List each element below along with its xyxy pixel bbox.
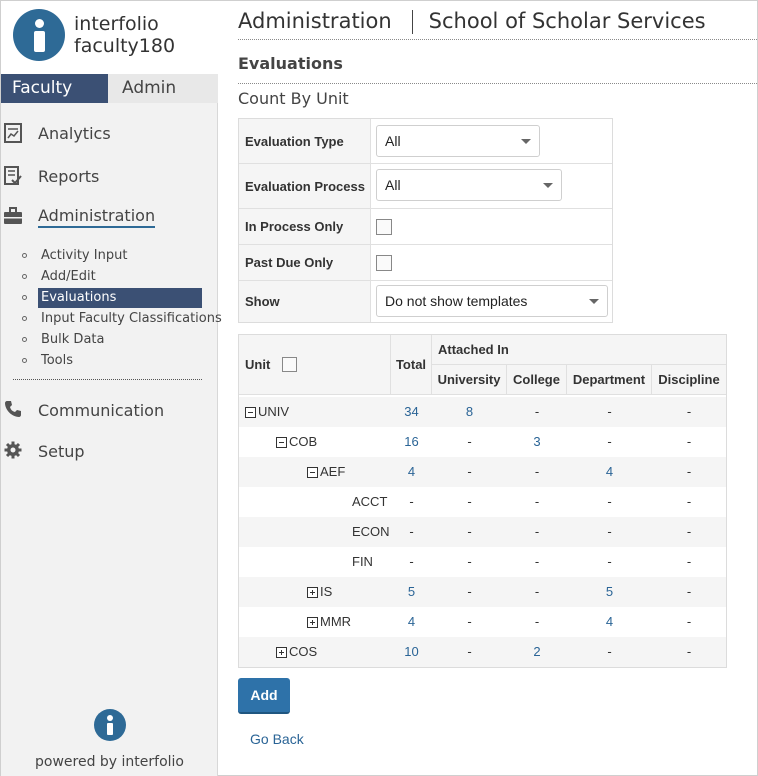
bullet-icon bbox=[22, 274, 27, 279]
unit-name: UNIV bbox=[258, 404, 290, 419]
cell-college[interactable]: 2 bbox=[533, 644, 541, 659]
cell-college: - bbox=[534, 464, 540, 479]
bullet-icon bbox=[22, 253, 27, 258]
page-title: Count By Unit bbox=[238, 89, 349, 108]
table-row bbox=[239, 607, 726, 637]
column-header-total: Total bbox=[391, 335, 432, 395]
collapse-icon[interactable] bbox=[245, 407, 256, 418]
cell-university: - bbox=[467, 644, 472, 659]
cell-department: - bbox=[607, 434, 612, 449]
subnav-item-bulk-data[interactable]: Bulk Data bbox=[1, 329, 218, 350]
dropdown-caret-icon bbox=[521, 139, 531, 144]
unit-name: COS bbox=[289, 644, 318, 659]
cell-university: - bbox=[467, 494, 472, 509]
unit-select-all-checkbox[interactable] bbox=[282, 357, 297, 372]
cell-university: - bbox=[467, 614, 472, 629]
cell-discipline: - bbox=[686, 584, 692, 599]
product-name: faculty180 bbox=[74, 35, 176, 57]
cell-total[interactable]: 4 bbox=[407, 614, 416, 629]
header-rule bbox=[238, 39, 758, 40]
unit-name: AEF bbox=[320, 464, 346, 479]
filter-row-in-process-only: In Process Only bbox=[239, 208, 612, 244]
column-header-department: Department bbox=[567, 365, 652, 395]
cell-department: - bbox=[607, 494, 612, 509]
cell-discipline: - bbox=[686, 494, 692, 509]
nav-item-communication[interactable]: Communication bbox=[1, 396, 218, 424]
gear-icon bbox=[3, 441, 23, 461]
nav-item-setup[interactable]: Setup bbox=[1, 437, 218, 465]
dropdown-caret-icon bbox=[589, 299, 599, 304]
cell-total[interactable]: 10 bbox=[404, 644, 419, 659]
cell-university: - bbox=[467, 554, 472, 569]
table-row bbox=[239, 487, 726, 517]
collapse-icon[interactable] bbox=[276, 437, 287, 448]
bullet-icon bbox=[22, 316, 27, 321]
section-title: Evaluations bbox=[238, 54, 343, 73]
count-by-unit-table bbox=[238, 334, 727, 668]
interfolio-logo-icon bbox=[13, 9, 65, 61]
cell-university: - bbox=[467, 584, 472, 599]
tab-admin[interactable]: Admin bbox=[108, 74, 218, 103]
page-header bbox=[238, 9, 758, 39]
cell-total[interactable]: 5 bbox=[407, 584, 416, 599]
cell-college[interactable]: 3 bbox=[533, 434, 541, 449]
section-rule bbox=[238, 83, 758, 84]
cell-university: - bbox=[467, 434, 472, 449]
brand-name: interfolio bbox=[74, 13, 159, 35]
subnav-item-activity-input[interactable]: Activity Input bbox=[1, 245, 218, 266]
add-button[interactable]: Add bbox=[238, 678, 290, 714]
evaluation-type-select[interactable]: All bbox=[376, 125, 540, 157]
sidebar-divider bbox=[13, 379, 202, 380]
cell-total: - bbox=[409, 554, 414, 569]
cell-discipline: - bbox=[686, 434, 692, 449]
cell-college: - bbox=[534, 404, 540, 419]
briefcase-icon bbox=[3, 207, 23, 227]
in-process-only-checkbox[interactable] bbox=[376, 219, 392, 235]
subnav-item-input-faculty-classifications[interactable]: Input Faculty Classifications bbox=[1, 308, 218, 329]
expand-icon[interactable] bbox=[276, 647, 287, 658]
table-row bbox=[239, 457, 726, 487]
cell-college: - bbox=[534, 524, 540, 539]
cell-discipline: - bbox=[686, 614, 692, 629]
phone-icon bbox=[3, 400, 23, 420]
cell-total: - bbox=[409, 494, 414, 509]
bullet-icon bbox=[22, 337, 27, 342]
bullet-icon bbox=[22, 358, 27, 363]
analytics-icon bbox=[3, 123, 23, 143]
cell-university: - bbox=[467, 524, 472, 539]
powered-by: powered by interfolio bbox=[1, 709, 218, 770]
cell-department: - bbox=[607, 554, 612, 569]
cell-discipline: - bbox=[686, 524, 692, 539]
nav-item-administration[interactable]: Administration bbox=[1, 203, 218, 231]
header-section: Administration bbox=[238, 9, 392, 33]
cell-discipline: - bbox=[686, 554, 692, 569]
go-back-link[interactable]: Go Back bbox=[250, 731, 304, 747]
column-header-discipline: Discipline bbox=[652, 365, 726, 395]
cell-university: - bbox=[467, 464, 472, 479]
mode-tabs bbox=[1, 74, 218, 103]
column-header-unit: Unit bbox=[239, 335, 391, 395]
cell-department: - bbox=[607, 404, 612, 419]
subnav-item-evaluations[interactable]: Evaluations bbox=[1, 287, 218, 308]
cell-college: - bbox=[534, 494, 540, 509]
cell-college: - bbox=[534, 554, 540, 569]
administration-subnav bbox=[1, 245, 222, 371]
cell-total[interactable]: 16 bbox=[404, 434, 419, 449]
cell-discipline: - bbox=[686, 644, 692, 659]
table-row bbox=[239, 637, 726, 667]
cell-college: - bbox=[534, 584, 540, 599]
table-row bbox=[239, 547, 726, 577]
cell-total[interactable]: 34 bbox=[404, 404, 419, 419]
filter-row-evaluation-type: Evaluation Type All bbox=[239, 119, 612, 163]
cell-university[interactable]: 8 bbox=[465, 404, 474, 419]
show-select[interactable]: Do not show templates bbox=[376, 285, 608, 317]
header-institution: School of Scholar Services bbox=[428, 9, 706, 33]
column-header-university: University bbox=[432, 365, 507, 395]
cell-discipline: - bbox=[686, 464, 692, 479]
filter-panel bbox=[238, 118, 613, 323]
unit-name: COB bbox=[289, 434, 318, 449]
expand-icon[interactable] bbox=[307, 617, 318, 628]
unit-name: MMR bbox=[320, 614, 352, 629]
table-row bbox=[239, 577, 726, 607]
cell-department: - bbox=[607, 644, 612, 659]
column-header-college: College bbox=[507, 365, 567, 395]
unit-name: ACCT bbox=[352, 494, 388, 509]
filter-row-evaluation-process: Evaluation Process All bbox=[239, 163, 612, 208]
table-row bbox=[239, 427, 726, 457]
tab-faculty[interactable]: Faculty bbox=[1, 74, 108, 103]
cell-department[interactable]: 4 bbox=[605, 614, 614, 629]
nav-item-reports[interactable]: Reports bbox=[1, 162, 218, 190]
main-content bbox=[218, 1, 758, 776]
sidebar bbox=[1, 1, 222, 776]
cell-college: - bbox=[534, 614, 540, 629]
unit-name: IS bbox=[320, 584, 333, 599]
dropdown-caret-icon bbox=[543, 183, 553, 188]
unit-name: ECON bbox=[352, 524, 390, 539]
subnav-item-add-edit[interactable]: Add/Edit bbox=[1, 266, 218, 287]
report-check-icon bbox=[3, 166, 23, 186]
cell-discipline: - bbox=[686, 404, 692, 419]
past-due-only-checkbox[interactable] bbox=[376, 255, 392, 271]
interfolio-small-logo-icon bbox=[94, 709, 126, 741]
cell-total[interactable]: 4 bbox=[407, 464, 416, 479]
collapse-icon[interactable] bbox=[307, 467, 318, 478]
table-row bbox=[239, 517, 726, 547]
unit-name: FIN bbox=[352, 554, 373, 569]
bullet-icon bbox=[22, 295, 27, 300]
header-separator bbox=[412, 10, 413, 34]
table-row bbox=[239, 397, 726, 427]
brand-logo[interactable] bbox=[1, 1, 218, 74]
filter-row-past-due-only: Past Due Only bbox=[239, 244, 612, 280]
cell-department[interactable]: 5 bbox=[605, 584, 614, 599]
expand-icon[interactable] bbox=[307, 587, 318, 598]
cell-department: - bbox=[607, 524, 612, 539]
column-header-attached-in: Attached In bbox=[432, 335, 726, 365]
subnav-item-tools[interactable]: Tools bbox=[1, 350, 218, 371]
cell-department[interactable]: 4 bbox=[605, 464, 614, 479]
cell-total: - bbox=[409, 524, 414, 539]
nav-item-analytics[interactable]: Analytics bbox=[1, 119, 218, 147]
evaluation-process-select[interactable]: All bbox=[376, 169, 562, 201]
filter-row-show: Show Do not show templates bbox=[239, 280, 612, 322]
